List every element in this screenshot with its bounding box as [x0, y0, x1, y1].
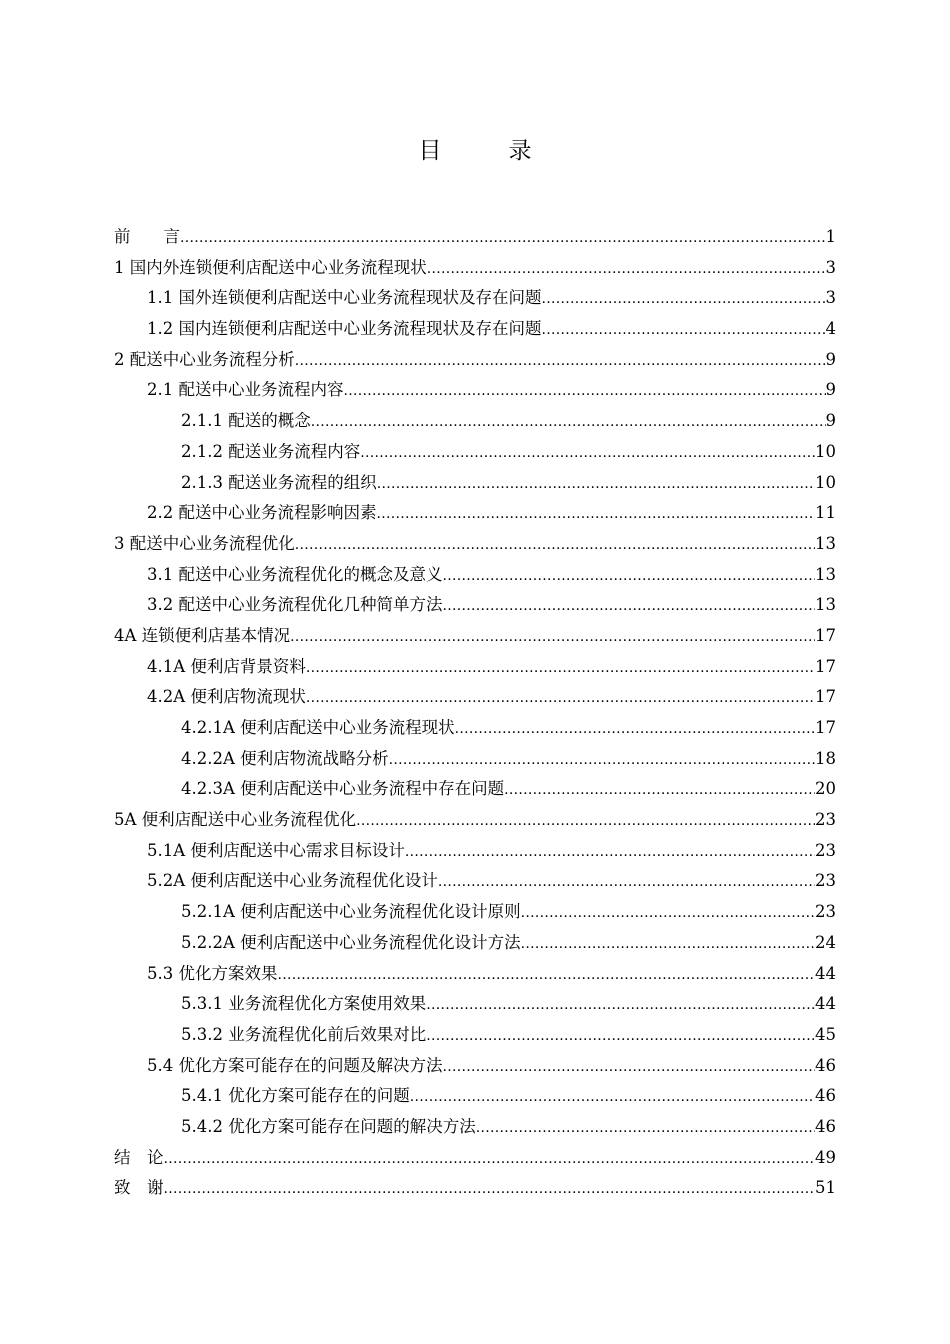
- toc-entry[interactable]: [114, 682, 836, 713]
- toc-entry-label: 5.1A 便利店配送中心需求目标设计: [147, 840, 405, 860]
- toc-entry[interactable]: [114, 1081, 836, 1112]
- toc-entry-label: 4.2A 便利店物流现状: [147, 687, 306, 707]
- toc-leader-dots: [278, 960, 816, 991]
- toc-leader-dots: [443, 591, 816, 622]
- toc-entry[interactable]: [114, 498, 836, 529]
- toc-leader-dots: [542, 284, 826, 315]
- toc-entry-page-number: 44: [815, 963, 836, 983]
- toc-entry-label: 前 言: [114, 227, 180, 246]
- toc-leader-dots: [180, 223, 826, 254]
- toc-entry[interactable]: [114, 283, 836, 314]
- toc-entry[interactable]: [114, 897, 836, 928]
- toc-entry-label: 5A 便利店配送中心业务流程优化: [114, 810, 357, 830]
- toc-entry-page-number: 45: [815, 1024, 836, 1044]
- toc-entry-page-number: 17: [815, 656, 836, 676]
- toc-entry[interactable]: [114, 713, 836, 744]
- toc-entry-page-number: 3: [825, 288, 836, 308]
- toc-leader-dots: [438, 867, 815, 898]
- toc-entry[interactable]: [114, 928, 836, 959]
- toc-entry-page-number: 17: [815, 687, 836, 707]
- toc-entry-label: 5.3.1 业务流程优化方案使用效果: [181, 994, 427, 1014]
- toc-entry-page-number: 9: [825, 411, 836, 431]
- toc-entry-label: 5.4 优化方案可能存在的问题及解决方法: [147, 1055, 443, 1075]
- toc-entry-page-number: 9: [825, 380, 836, 400]
- toc-leader-dots: [521, 898, 815, 929]
- toc-entry-page-number: 13: [815, 564, 836, 584]
- toc-leader-dots: [306, 683, 815, 714]
- toc-entry-page-number: 46: [815, 1086, 836, 1106]
- toc-leader-dots: [164, 1174, 816, 1205]
- toc-entry[interactable]: [114, 314, 836, 345]
- toc-entry-label: 致 谢: [114, 1178, 164, 1198]
- toc-leader-dots: [405, 837, 815, 868]
- toc-entry-page-number: 11: [815, 503, 836, 523]
- toc-entry-page-number: 10: [815, 441, 836, 461]
- toc-leader-dots: [311, 407, 826, 438]
- toc-entry-page-number: 46: [815, 1055, 836, 1075]
- toc-entry[interactable]: [114, 1143, 836, 1174]
- toc-entry-page-number: 10: [815, 472, 836, 492]
- toc-entry-page-number: 51: [815, 1178, 836, 1198]
- toc-entry-label: 1.1 国外连锁便利店配送中心业务流程现状及存在问题: [147, 288, 542, 308]
- toc-entry[interactable]: [114, 805, 836, 836]
- toc-leader-dots: [377, 499, 816, 530]
- toc-entry-label: 5.4.2 优化方案可能存在问题的解决方法: [181, 1116, 476, 1136]
- toc-entry[interactable]: [114, 652, 836, 683]
- toc-entry-label: 3 配送中心业务流程优化: [114, 533, 295, 553]
- toc-entry[interactable]: [114, 222, 836, 253]
- toc-entry[interactable]: [114, 529, 836, 560]
- toc-entry-label: 1.2 国内连锁便利店配送中心业务流程现状及存在问题: [147, 319, 542, 339]
- toc-entry-label: 5.2.2A 便利店配送中心业务流程优化设计方法: [181, 932, 521, 952]
- toc-entry-page-number: 23: [815, 810, 836, 830]
- toc-leader-dots: [360, 438, 815, 469]
- toc-entry-label: 5.2.1A 便利店配送中心业务流程优化设计原则: [181, 902, 521, 922]
- toc-leader-dots: [295, 346, 826, 377]
- toc-entry-label: 4.1A 便利店背景资料: [147, 656, 306, 676]
- toc-entry-page-number: 44: [815, 994, 836, 1014]
- toc-leader-dots: [504, 775, 815, 806]
- toc-entry[interactable]: [114, 437, 836, 468]
- toc-entry-label: 结 论: [114, 1147, 164, 1167]
- toc-leader-dots: [344, 376, 826, 407]
- toc-entry-page-number: 17: [815, 625, 836, 645]
- page-title: 目 录: [418, 138, 554, 164]
- toc-entry[interactable]: [114, 468, 836, 499]
- toc-leader-dots: [356, 806, 815, 837]
- toc-entry-page-number: 23: [815, 840, 836, 860]
- toc-leader-dots: [542, 315, 826, 346]
- toc-entry[interactable]: [114, 1020, 836, 1051]
- toc-entry[interactable]: [114, 590, 836, 621]
- toc-entry[interactable]: [114, 560, 836, 591]
- toc-leader-dots: [389, 745, 815, 776]
- toc-entry-page-number: 9: [825, 349, 836, 369]
- toc-leader-dots: [476, 1113, 815, 1144]
- toc-entry[interactable]: [114, 1112, 836, 1143]
- toc-entry[interactable]: [114, 1173, 836, 1204]
- toc-entry[interactable]: [114, 345, 836, 376]
- toc-entry[interactable]: [114, 621, 836, 652]
- toc-entry-label: 3.2 配送中心业务流程优化几种简单方法: [147, 595, 443, 615]
- toc-entry[interactable]: [114, 774, 836, 805]
- toc-entry-label: 2.1.3 配送业务流程的组织: [181, 472, 377, 492]
- toc-leader-dots: [164, 1144, 816, 1175]
- toc-entry-label: 4.2.3A 便利店配送中心业务流程中存在问题: [181, 779, 505, 799]
- toc-entry-label: 2.1.1 配送的概念: [181, 411, 311, 431]
- toc-entry[interactable]: [114, 1051, 836, 1082]
- toc-entry-page-number: 24: [815, 932, 836, 952]
- toc-entry-label: 4.2.2A 便利店物流战略分析: [181, 748, 389, 768]
- toc-leader-dots: [455, 714, 815, 745]
- toc-leader-dots: [427, 254, 826, 285]
- toc-entry[interactable]: [114, 406, 836, 437]
- toc-leader-dots: [443, 1052, 816, 1083]
- toc-entry-page-number: 20: [815, 779, 836, 799]
- toc-entry-label: 2 配送中心业务流程分析: [114, 349, 295, 369]
- toc-leader-dots: [306, 653, 815, 684]
- toc-entry-page-number: 4: [825, 319, 836, 339]
- toc-entry-page-number: 18: [815, 748, 836, 768]
- toc-entry-page-number: 1: [825, 227, 836, 246]
- toc-entry[interactable]: [114, 866, 836, 897]
- toc-entry-label: 5.3 优化方案效果: [147, 963, 278, 983]
- toc-entry-label: 2.1.2 配送业务流程内容: [181, 441, 361, 461]
- toc-leader-dots: [521, 929, 815, 960]
- toc-leader-dots: [426, 990, 815, 1021]
- toc-leader-dots: [295, 530, 815, 561]
- toc-entry-label: 1 国内外连锁便利店配送中心业务流程现状: [114, 257, 427, 277]
- toc-leader-dots: [410, 1082, 815, 1113]
- toc-entry-page-number: 3: [825, 257, 836, 277]
- toc-entry-label: 4A 连锁便利店基本情况: [114, 625, 291, 645]
- toc-leader-dots: [290, 622, 815, 653]
- toc-leader-dots: [377, 469, 815, 500]
- toc-entry-page-number: 46: [815, 1116, 836, 1136]
- toc-entry-page-number: 49: [815, 1147, 836, 1167]
- toc-entry-label: 4.2.1A 便利店配送中心业务流程现状: [181, 718, 455, 737]
- toc-leader-dots: [426, 1021, 815, 1052]
- toc-entry-label: 5.4.1 优化方案可能存在的问题: [181, 1086, 410, 1106]
- toc-entry[interactable]: [114, 989, 836, 1020]
- toc-entry-label: 3.1 配送中心业务流程优化的概念及意义: [147, 564, 443, 584]
- toc-entry-page-number: 23: [815, 871, 836, 891]
- toc-entry[interactable]: [114, 744, 836, 775]
- toc-entry-page-number: 17: [815, 718, 836, 737]
- toc-entry-label: 2.2 配送中心业务流程影响因素: [147, 503, 377, 523]
- toc-entry[interactable]: [114, 959, 836, 990]
- toc-leader-dots: [443, 561, 816, 592]
- table-of-contents: [114, 222, 836, 1204]
- toc-entry[interactable]: [114, 836, 836, 867]
- toc-entry[interactable]: [114, 375, 836, 406]
- toc-entry-page-number: 23: [815, 902, 836, 922]
- toc-entry-page-number: 13: [815, 533, 836, 553]
- toc-entry-page-number: 13: [815, 595, 836, 615]
- toc-entry-label: 2.1 配送中心业务流程内容: [147, 380, 344, 400]
- toc-entry-label: 5.2A 便利店配送中心业务流程优化设计: [147, 871, 438, 891]
- toc-entry-label: 5.3.2 业务流程优化前后效果对比: [181, 1024, 427, 1044]
- toc-entry[interactable]: [114, 253, 836, 284]
